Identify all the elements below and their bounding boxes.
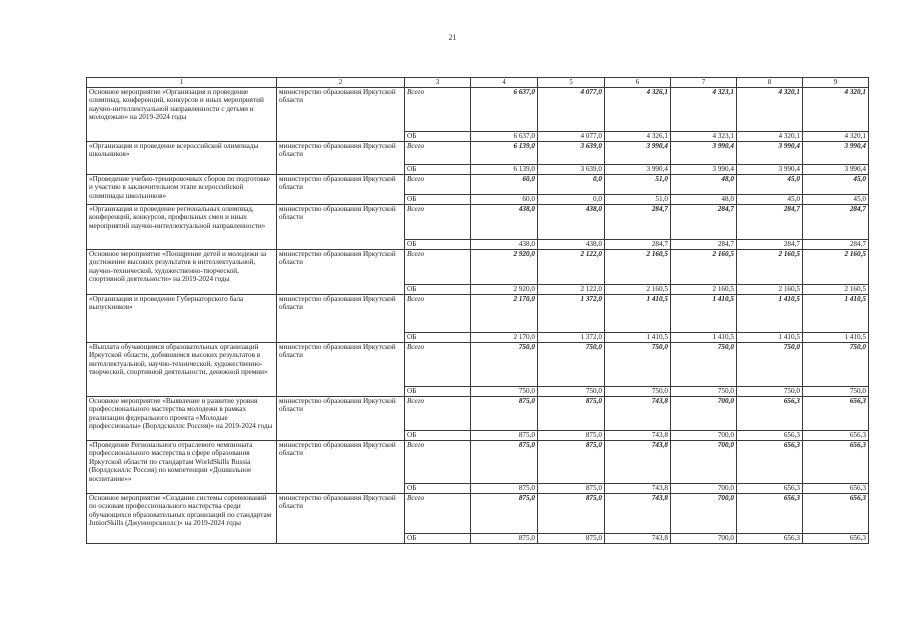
amount-cell: 700,0 (671, 430, 737, 440)
amount-cell: 4 320,1 (803, 87, 869, 131)
amount-cell: 48,0 (671, 194, 737, 204)
amount-cell: 2 160,5 (671, 249, 737, 284)
amount-cell: 4 077,0 (538, 87, 605, 131)
executor-cell: министерство образования Иркутской области (277, 87, 405, 141)
amount-cell: 51,0 (605, 174, 671, 194)
funding-source-cell: Всего (405, 396, 471, 430)
funding-source-cell: ОБ (405, 284, 471, 294)
funding-source-cell: ОБ (405, 332, 471, 342)
amount-cell: 2 160,5 (605, 284, 671, 294)
amount-cell: 60,0 (471, 174, 538, 194)
funding-source-cell: ОБ (405, 131, 471, 141)
amount-cell: 51,0 (605, 194, 671, 204)
amount-cell: 2 160,5 (803, 284, 869, 294)
funding-source-cell: ОБ (405, 239, 471, 249)
amount-cell: 1 410,5 (803, 294, 869, 332)
amount-cell: 48,0 (671, 174, 737, 194)
amount-cell: 875,0 (538, 483, 605, 493)
amount-cell: 750,0 (803, 342, 869, 386)
amount-cell: 3 990,4 (803, 164, 869, 174)
amount-cell: 656,3 (737, 493, 803, 533)
activity-name-cell: «Организация и проведение региональных олимпиад, конференций, конкурсов, профильных смен и иных мероприятий научно-интеллектуальной направленности» (87, 204, 277, 249)
amount-cell: 284,7 (737, 204, 803, 239)
amount-cell: 4 320,1 (737, 131, 803, 141)
amount-cell: 4 323,1 (671, 131, 737, 141)
amount-cell: 2 122,0 (538, 249, 605, 284)
amount-cell: 2 920,0 (471, 249, 538, 284)
activity-name-cell: «Организация и проведение Губернаторского бала выпускников» (87, 294, 277, 342)
table-row (87, 396, 869, 430)
funding-source-cell: Всего (405, 342, 471, 386)
table-header-row (87, 78, 869, 88)
table-row (87, 294, 869, 332)
amount-cell: 743,8 (605, 483, 671, 493)
activity-name-cell: Основное мероприятие «Создание системы соревнований по основам профессионального мастерства среди обучающихся образовательных организаций по стандартам JuniorSkills (Джуниорскиллс)» на 2019-2024 годы (87, 493, 277, 543)
amount-cell: 45,0 (737, 194, 803, 204)
funding-source-cell: Всего (405, 493, 471, 533)
funding-source-cell: Всего (405, 87, 471, 131)
amount-cell: 3 990,4 (737, 141, 803, 164)
column-number-header: 5 (538, 78, 605, 88)
amount-cell: 875,0 (471, 430, 538, 440)
amount-cell: 875,0 (538, 533, 605, 543)
table-row (87, 342, 869, 386)
amount-cell: 2 170,0 (471, 294, 538, 332)
amount-cell: 750,0 (538, 342, 605, 386)
amount-cell: 4 323,1 (671, 87, 737, 131)
column-number-header: 4 (471, 78, 538, 88)
funding-source-cell: Всего (405, 141, 471, 164)
amount-cell: 284,7 (605, 204, 671, 239)
amount-cell: 656,3 (737, 533, 803, 543)
amount-cell: 45,0 (803, 194, 869, 204)
amount-cell: 1 410,5 (737, 294, 803, 332)
amount-cell: 656,3 (737, 440, 803, 483)
amount-cell: 700,0 (671, 533, 737, 543)
executor-cell: министерство образования Иркутской области (277, 493, 405, 543)
funding-source-cell: Всего (405, 440, 471, 483)
activity-name-cell: «Организация и проведение всероссийской олимпиады школьников» (87, 141, 277, 174)
executor-cell: министерство образования Иркутской области (277, 204, 405, 249)
amount-cell: 1 372,0 (538, 294, 605, 332)
table-row (87, 249, 869, 284)
amount-cell: 750,0 (605, 342, 671, 386)
amount-cell: 1 410,5 (737, 332, 803, 342)
amount-cell: 750,0 (671, 342, 737, 386)
amount-cell: 3 639,0 (538, 164, 605, 174)
activity-name-cell: Основное мероприятие «Организация и проведение олимпиад, конференций, конкурсов и иных мероприятий научно-интеллектуальной направленности с детьми и молодежью» на 2019-2024 годы (87, 87, 277, 141)
amount-cell: 1 410,5 (671, 294, 737, 332)
amount-cell: 743,8 (605, 430, 671, 440)
amount-cell: 656,3 (803, 533, 869, 543)
amount-cell: 750,0 (737, 386, 803, 396)
column-number-header: 8 (737, 78, 803, 88)
amount-cell: 743,8 (605, 440, 671, 483)
amount-cell: 284,7 (671, 239, 737, 249)
amount-cell: 3 990,4 (605, 164, 671, 174)
activity-name-cell: «Проведение учебно-тренировочных сборов по подготовке и участию в заключительном этапе всероссийской олимпиады школьников» (87, 174, 277, 204)
amount-cell: 6 139,0 (471, 164, 538, 174)
amount-cell: 4 320,1 (803, 131, 869, 141)
table-row (87, 174, 869, 194)
amount-cell: 60,0 (471, 194, 538, 204)
amount-cell: 743,8 (605, 493, 671, 533)
amount-cell: 750,0 (671, 386, 737, 396)
amount-cell: 750,0 (737, 342, 803, 386)
amount-cell: 45,0 (737, 174, 803, 194)
amount-cell: 3 990,4 (671, 141, 737, 164)
table-row (87, 493, 869, 533)
funding-source-cell: ОБ (405, 164, 471, 174)
column-number-header: 2 (277, 78, 405, 88)
budget-table (86, 77, 869, 544)
activity-name-cell: «Проведение Регионального отраслевого чемпионата профессионального мастерства в сфере образования Иркутской области по стандартам WorldSkills Russia (Ворлдскиллс Россия) по компетенции «Дошкольное воспитание»» (87, 440, 277, 493)
amount-cell: 656,3 (737, 483, 803, 493)
amount-cell: 2 160,5 (803, 249, 869, 284)
amount-cell: 700,0 (671, 396, 737, 430)
amount-cell: 875,0 (538, 493, 605, 533)
amount-cell: 1 410,5 (605, 294, 671, 332)
amount-cell: 284,7 (803, 239, 869, 249)
amount-cell: 3 990,4 (803, 141, 869, 164)
amount-cell: 750,0 (471, 386, 538, 396)
amount-cell: 2 160,5 (671, 284, 737, 294)
amount-cell: 875,0 (538, 440, 605, 483)
column-number-header: 6 (605, 78, 671, 88)
amount-cell: 2 160,5 (737, 284, 803, 294)
amount-cell: 656,3 (803, 396, 869, 430)
funding-source-cell: ОБ (405, 194, 471, 204)
amount-cell: 4 326,1 (605, 131, 671, 141)
amount-cell: 656,3 (803, 430, 869, 440)
amount-cell: 4 320,1 (737, 87, 803, 131)
table-row (87, 204, 869, 239)
column-number-header: 1 (87, 78, 277, 88)
executor-cell: министерство образования Иркутской области (277, 249, 405, 294)
amount-cell: 3 990,4 (671, 164, 737, 174)
amount-cell: 700,0 (671, 440, 737, 483)
amount-cell: 438,0 (471, 239, 538, 249)
amount-cell: 3 639,0 (538, 141, 605, 164)
executor-cell: министерство образования Иркутской области (277, 342, 405, 396)
amount-cell: 6 637,0 (471, 131, 538, 141)
amount-cell: 743,8 (605, 396, 671, 430)
funding-source-cell: ОБ (405, 483, 471, 493)
amount-cell: 875,0 (471, 483, 538, 493)
amount-cell: 656,3 (803, 440, 869, 483)
activity-name-cell: Основное мероприятие «Выявление и развитие уровня профессионального мастерства молодежи в рамках реализации федерального проекта «Молодые профессионалы» (Ворлдскиллс Россия)» на 2019-2024 годы (87, 396, 277, 440)
amount-cell: 284,7 (803, 204, 869, 239)
amount-cell: 700,0 (671, 483, 737, 493)
amount-cell: 284,7 (671, 204, 737, 239)
amount-cell: 284,7 (605, 239, 671, 249)
table-row (87, 141, 869, 164)
amount-cell: 875,0 (538, 396, 605, 430)
amount-cell: 6 637,0 (471, 87, 538, 131)
amount-cell: 3 990,4 (737, 164, 803, 174)
amount-cell: 656,3 (803, 493, 869, 533)
amount-cell: 656,3 (803, 483, 869, 493)
amount-cell: 875,0 (471, 533, 538, 543)
amount-cell: 284,7 (737, 239, 803, 249)
executor-cell: министерство образования Иркутской области (277, 396, 405, 440)
amount-cell: 750,0 (538, 386, 605, 396)
funding-source-cell: Всего (405, 294, 471, 332)
amount-cell: 1 410,5 (803, 332, 869, 342)
activity-name-cell: Основное мероприятие «Поощрение детей и молодежи за достижение высоких результатов в интеллектуальной, научно-технической, художественно-творческой, спортивной деятельности» на 2019-2024 годы (87, 249, 277, 294)
amount-cell: 0,0 (538, 174, 605, 194)
amount-cell: 45,0 (803, 174, 869, 194)
amount-cell: 438,0 (471, 204, 538, 239)
amount-cell: 875,0 (538, 430, 605, 440)
executor-cell: министерство образования Иркутской области (277, 294, 405, 342)
amount-cell: 750,0 (605, 386, 671, 396)
amount-cell: 656,3 (737, 396, 803, 430)
column-number-header: 9 (803, 78, 869, 88)
funding-source-cell: ОБ (405, 430, 471, 440)
amount-cell: 750,0 (803, 386, 869, 396)
amount-cell: 2 170,0 (471, 332, 538, 342)
amount-cell: 0,0 (538, 194, 605, 204)
amount-cell: 750,0 (471, 342, 538, 386)
executor-cell: министерство образования Иркутской области (277, 174, 405, 204)
amount-cell: 656,3 (737, 430, 803, 440)
amount-cell: 1 410,5 (671, 332, 737, 342)
executor-cell: министерство образования Иркутской области (277, 440, 405, 493)
executor-cell: министерство образования Иркутской области (277, 141, 405, 174)
amount-cell: 2 122,0 (538, 284, 605, 294)
activity-name-cell: «Выплата обучающимся образовательных организаций Иркутской области, добившимся высоких результатов в интеллектуальной, научно-технической, художественно-творческой, спортивной деятельности, денежной премии» (87, 342, 277, 396)
amount-cell: 3 990,4 (605, 141, 671, 164)
amount-cell: 6 139,0 (471, 141, 538, 164)
amount-cell: 1 372,0 (538, 332, 605, 342)
funding-source-cell: ОБ (405, 386, 471, 396)
amount-cell: 2 920,0 (471, 284, 538, 294)
amount-cell: 875,0 (471, 396, 538, 430)
amount-cell: 4 077,0 (538, 131, 605, 141)
amount-cell: 4 326,1 (605, 87, 671, 131)
column-number-header: 3 (405, 78, 471, 88)
amount-cell: 2 160,5 (605, 249, 671, 284)
funding-source-cell: Всего (405, 249, 471, 284)
amount-cell: 700,0 (671, 493, 737, 533)
table-row (87, 87, 869, 131)
amount-cell: 875,0 (471, 440, 538, 483)
amount-cell: 743,8 (605, 533, 671, 543)
table-row (87, 440, 869, 483)
amount-cell: 875,0 (471, 493, 538, 533)
amount-cell: 1 410,5 (605, 332, 671, 342)
column-number-header: 7 (671, 78, 737, 88)
amount-cell: 438,0 (538, 204, 605, 239)
amount-cell: 2 160,5 (737, 249, 803, 284)
funding-source-cell: Всего (405, 174, 471, 194)
funding-source-cell: ОБ (405, 533, 471, 543)
page-number: 21 (448, 33, 457, 42)
amount-cell: 438,0 (538, 239, 605, 249)
funding-source-cell: Всего (405, 204, 471, 239)
